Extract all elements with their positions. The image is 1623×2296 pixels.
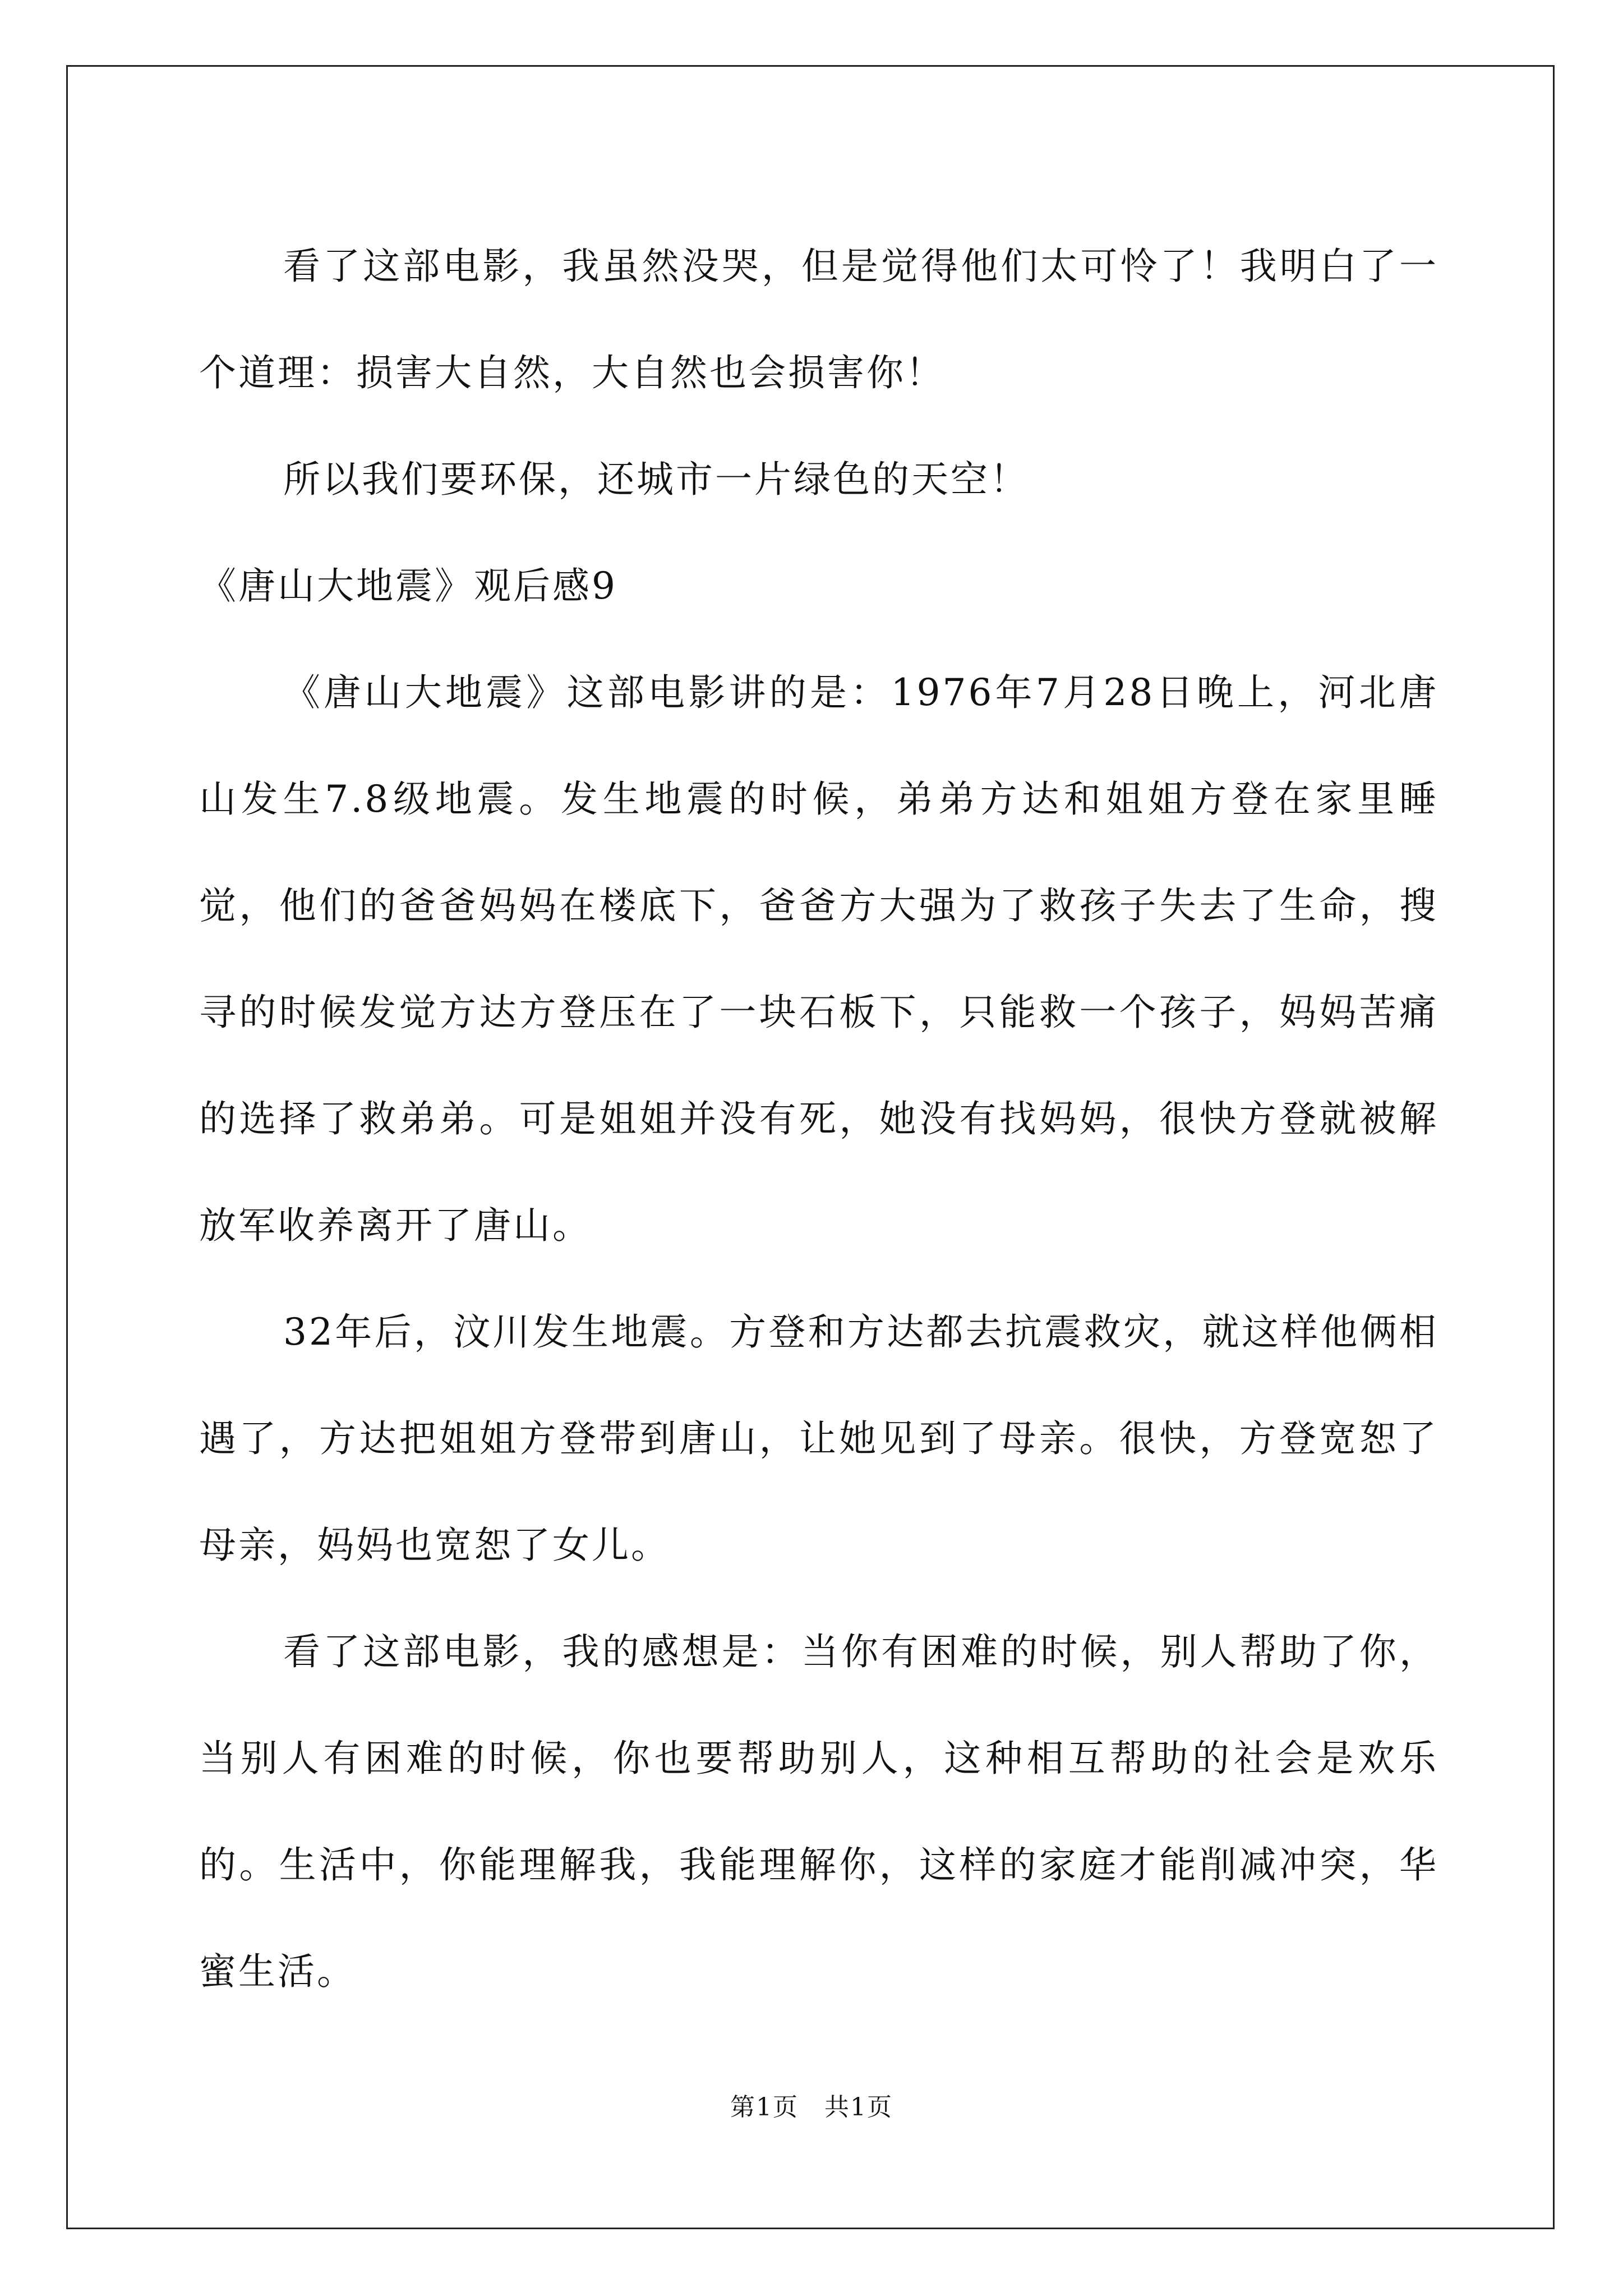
page-footer: 第1页 共1页: [730, 2093, 893, 2122]
paragraph-2: 所以我们要环保，还城市一片绿色的天空！: [283, 458, 1029, 501]
document-body: [199, 213, 1438, 2025]
paragraph-4: 32年后，汶川发生地震。方登和方达都去抗震救灾，就这样他俩相遇了，方达把姐姐方登带到唐山，让她见到了母亲。很快，方登宽恕了母亲，妈妈也宽恕了女儿。: [199, 1310, 1438, 1567]
paragraph-1: 看了这部电影，我虽然没哭，但是觉得他们太可怜了！我明白了一个道理：损害大自然，大自然也会损害你！: [199, 245, 1438, 394]
paragraph-3: 《唐山大地震》这部电影讲的是：1976年7月28日晚上，河北唐山发生7.8级地震。发生地震的时候，弟弟方达和姐姐方登在家里睡觉，他们的爸爸妈妈在楼底下，爸爸方大强为了救孩子失去了生命，搜寻的时候发觉方达方登压在了一块石板下，只能救一个孩子，妈妈苦痛的选择了救弟弟。可是姐姐并没有死，她没有找妈妈，很快方登就被解放军收养离开了唐山。: [199, 671, 1438, 1247]
paragraph-5: 看了这部电影，我的感想是：当你有困难的时候，别人帮助了你，当别人有困难的时候，你也要帮助别人，这种相互帮助的社会是欢乐的。生活中，你能理解我，我能理解你，这样的家庭才能削减冲突，华蜜生活。: [199, 1630, 1438, 1993]
section-heading: 《唐山大地震》观后感9: [199, 564, 617, 608]
